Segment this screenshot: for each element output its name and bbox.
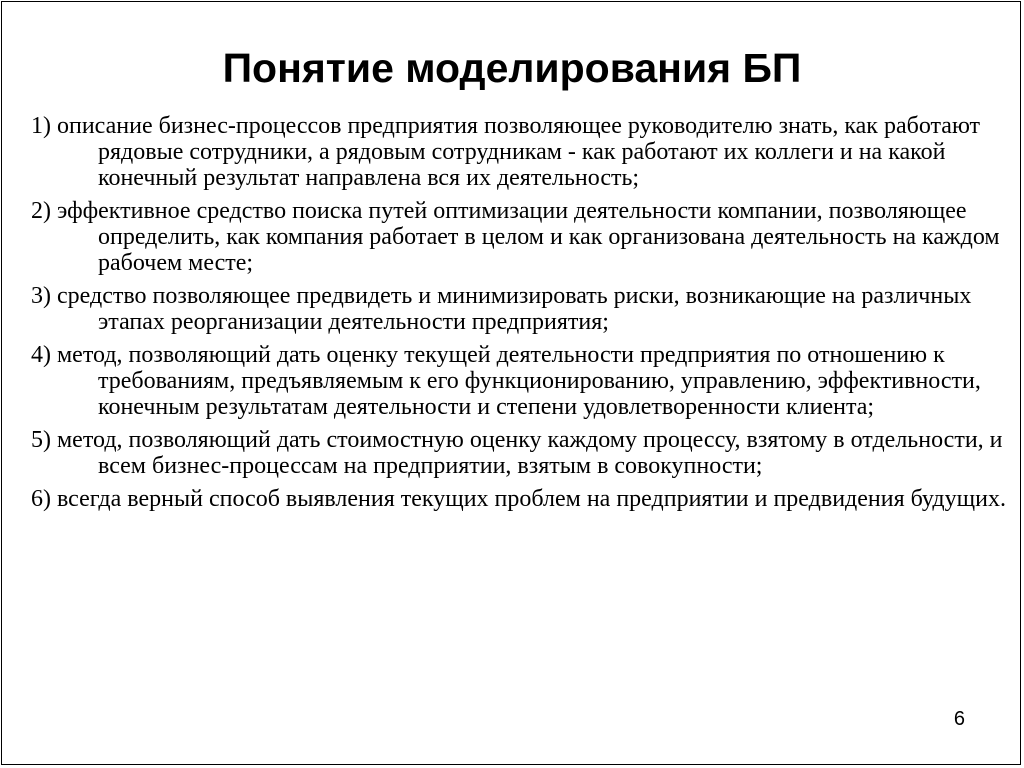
list-item: 2) эффективное средство поиска путей оптимизации деятельности компании, позволяющее определить, как компания работает в целом и как организована деятельность на каждом рабочем месте; (31, 198, 1000, 276)
list-item: 6) всегда верный способ выявления текущих проблем на предприятии и предвидения будущих. (31, 486, 1006, 512)
list-item: 3) средство позволяющее предвидеть и минимизировать риски, возникающие на различных этапах реорганизации деятельности предприятия; (31, 283, 972, 335)
slide-title: Понятие моделирования БП (222, 45, 802, 91)
list-item: 5) метод, позволяющий дать стоимостную оценку каждому процессу, взятому в отдельности, и всем бизнес-процессам на предприятии, взятым в совокупности; (31, 427, 1003, 479)
definition-list (31, 113, 1006, 519)
page-number: 6 (953, 708, 965, 730)
list-item: 1) описание бизнес-процессов предприятия позволяющее руководителю знать, как работают рядовые сотрудники, а рядовым сотрудникам - как работают их коллеги и на какой конечный результат направлена вся их деятельность; (31, 113, 981, 191)
list-item: 4) метод, позволяющий дать оценку текущей деятельности предприятия по отношению к требованиям, предъявляемым к его функционированию, управлению, эффективности, конечным результатам деятельности и степени удовлетворенности клиента; (31, 342, 981, 420)
